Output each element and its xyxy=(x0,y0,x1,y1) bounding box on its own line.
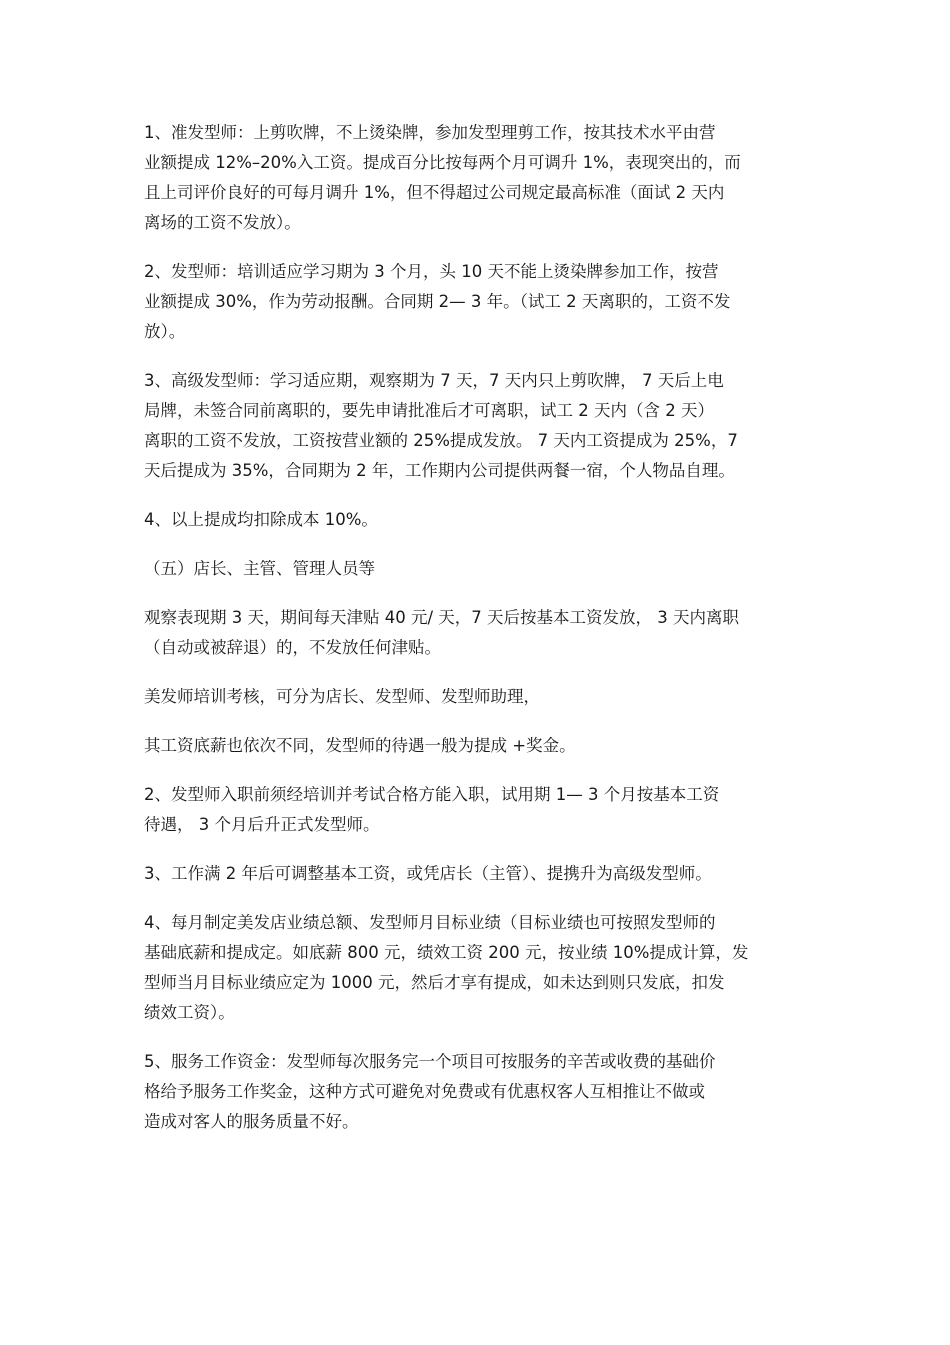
paragraph-base-salary xyxy=(144,731,816,761)
text-line: 5、服务工作资金：发型师每次服务完一个项目可按服务的辛苦或收费的基础价 xyxy=(144,1052,716,1071)
section-heading-managers xyxy=(144,554,816,584)
text-line: 离场的工资不发放）。 xyxy=(144,213,301,232)
text-line: 待遇， 3 个月后升正式发型师。 xyxy=(144,815,380,834)
paragraph-stylist xyxy=(144,257,816,347)
text-line: 美发师培训考核，可分为店长、发型师、发型师助理， xyxy=(144,687,540,706)
paragraph-onboarding xyxy=(144,780,816,840)
document-body xyxy=(144,118,816,1156)
text-line: 业额提成 12%–20%入工资。提成百分比按每两个月可调升 1%，表现突出的，而 xyxy=(144,153,741,172)
text-line: 4、以上提成均扣除成本 10%。 xyxy=(144,510,378,529)
paragraph-training-assessment xyxy=(144,682,816,712)
text-line: 离职的工资不发放，工资按营业额的 25%提成发放。 7 天内工资提成为 25%，7 xyxy=(144,431,738,450)
text-line: 绩效工资）。 xyxy=(144,1003,235,1022)
text-line: 放）。 xyxy=(144,322,186,341)
text-line: 造成对客人的服务质量不好。 xyxy=(144,1112,359,1131)
paragraph-senior-stylist xyxy=(144,366,816,486)
text-line: 2、发型师入职前须经培训并考试合格方能入职，试用期 1— 3 个月按基本工资 xyxy=(144,785,720,804)
text-line: 观察表现期 3 天，期间每天津贴 40 元/ 天，7 天后按基本工资发放， 3 天内离职 xyxy=(144,608,740,627)
text-line: （自动或被辞退）的，不发放任何津贴。 xyxy=(144,638,441,657)
text-line: 且上司评价良好的可每月调升 1%，但不得超过公司规定最高标准（面试 2 天内 xyxy=(144,183,725,202)
paragraph-observation-period xyxy=(144,603,816,663)
text-line: 2、发型师：培训适应学习期为 3 个月，头 10 天不能上烫染牌参加工作，按营 xyxy=(144,262,719,281)
text-line: 局牌，未签合同前离职的，要先申请批准后才可离职，试工 2 天内（含 2 天） xyxy=(144,401,714,420)
paragraph-apprentice-stylist xyxy=(144,118,816,238)
paragraph-cost-deduction xyxy=(144,505,816,535)
text-line: 3、高级发型师：学习适应期，观察期为 7 天，7 天内只上剪吹牌， 7 天后上电 xyxy=(144,371,724,390)
paragraph-monthly-targets xyxy=(144,908,816,1028)
text-line: 4、每月制定美发店业绩总额、发型师月目标业绩（目标业绩也可按照发型师的 xyxy=(144,913,716,932)
text-line: 业额提成 30%，作为劳动报酬。合同期 2— 3 年。（试工 2 天离职的，工资不发 xyxy=(144,292,731,311)
text-line: 3、工作满 2 年后可调整基本工资，或凭店长（主管）、提携升为高级发型师。 xyxy=(144,864,712,883)
paragraph-salary-adjustment xyxy=(144,859,816,889)
text-line: 格给予服务工作奖金，这种方式可避免对免费或有优惠权客人互相推让不做或 xyxy=(144,1082,705,1101)
text-line: 其工资底薪也依次不同，发型师的待遇一般为提成 +奖金。 xyxy=(144,736,576,755)
text-line: （五）店长、主管、管理人员等 xyxy=(144,559,375,578)
text-line: 天后提成为 35%，合同期为 2 年，工作期内公司提供两餐一宿，个人物品自理。 xyxy=(144,461,735,480)
text-line: 基础底薪和提成定。如底薪 800 元，绩效工资 200 元，按业绩 10%提成计算，发 xyxy=(144,943,749,962)
text-line: 型师当月目标业绩应定为 1000 元，然后才享有提成，如未达到则只发底，扣发 xyxy=(144,973,725,992)
paragraph-service-bonus xyxy=(144,1047,816,1137)
text-line: 1、准发型师：上剪吹牌，不上烫染牌，参加发型理剪工作，按其技术水平由营 xyxy=(144,123,716,142)
